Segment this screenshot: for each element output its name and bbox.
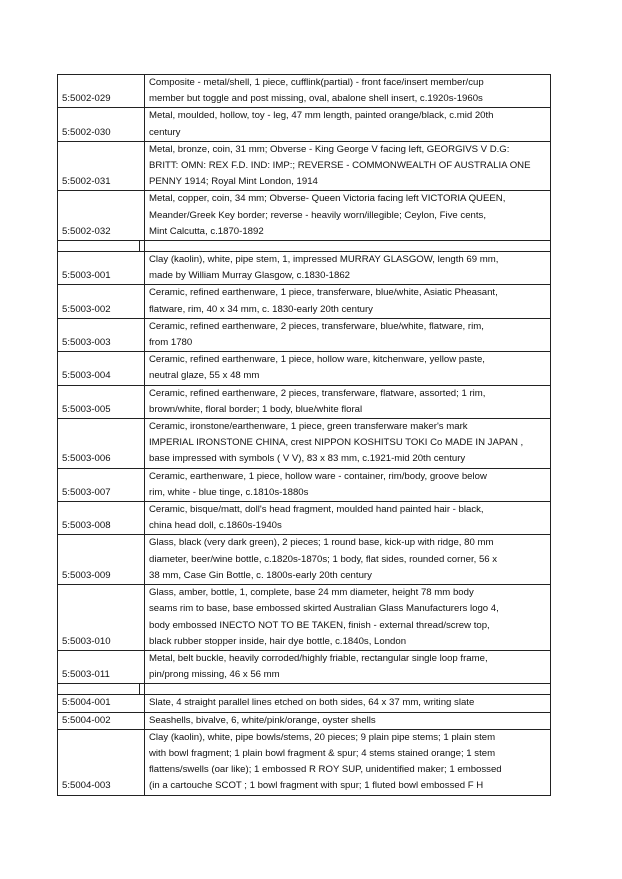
catalogue-id: 5:5003-011 (58, 650, 145, 683)
catalogue-id: 5:5003-003 (58, 318, 145, 351)
catalogue-row (58, 729, 551, 795)
description-line: Glass, amber, bottle, 1, complete, base 24 mm diameter, height 78 mm body (149, 587, 474, 599)
description-line: from 1780 (149, 337, 193, 349)
description-line: Ceramic, earthenware, 1 piece, hollow ware - container, rim/body, groove below (149, 470, 487, 482)
description-line: member but toggle and post missing, oval, abalone shell insert, c.1920s-1960s (149, 93, 483, 105)
description-line: Ceramic, ironstone/earthenware, 1 piece, green transferware maker's mark (149, 421, 468, 433)
catalogue-id: 5:5003-006 (58, 419, 145, 469)
description-line: Meander/Greek Key border; reverse - heavily worn/illegible; Ceylon, Five cents, (149, 209, 486, 221)
description-line: Ceramic, bisque/matt, doll's head fragment, moulded hand painted hair - black, (149, 504, 484, 516)
catalogue-description (145, 75, 551, 108)
description-line: Metal, belt buckle, heavily corroded/highly friable, rectangular single loop frame, (149, 652, 488, 664)
catalogue-description (145, 419, 551, 469)
catalogue-description (145, 141, 551, 191)
catalogue-id: 5:5002-031 (58, 141, 145, 191)
catalogue-row (58, 502, 551, 535)
description-line: Seashells, bivalve, 6, white/pink/orange, oyster shells (149, 714, 376, 726)
description-line: flattens/swells (oar like); 1 embossed R ROY SUP, unidentified maker; 1 embossed (149, 764, 502, 776)
catalogue-table (57, 74, 551, 796)
separator-row (58, 241, 551, 252)
description-line: diameter, beer/wine bottle, c.1820s-1870s; 1 body, flat sides, rounded corner, 56 x (149, 553, 498, 565)
catalogue-row (58, 712, 551, 729)
description-line: Ceramic, refined earthenware, 1 piece, hollow ware, kitchenware, yellow paste, (149, 354, 485, 366)
description-line: IMPERIAL IRONSTONE CHINA, crest NIPPON KOSHITSU TOKI Co MADE IN JAPAN , (149, 437, 524, 449)
catalogue-id: 5:5003-008 (58, 502, 145, 535)
separator-cell (58, 241, 140, 252)
description-line: Glass, black (very dark green), 2 pieces; 1 round base, kick-up with ridge, 80 mm (149, 537, 494, 549)
catalogue-description (145, 712, 551, 729)
description-line: flatware, rim, 40 x 34 mm, c. 1830-early 20th century (149, 303, 373, 315)
description-line: Slate, 4 straight parallel lines etched on both sides, 64 x 37 mm, writing slate (149, 697, 475, 709)
catalogue-row (58, 285, 551, 318)
catalogue-row (58, 318, 551, 351)
separator-row (58, 684, 551, 695)
catalogue-description (145, 352, 551, 385)
description-line: Metal, bronze, coin, 31 mm; Obverse - King George V facing left, GEORGIVS V D.G: (149, 143, 510, 155)
catalogue-id: 5:5002-032 (58, 191, 145, 241)
description-line: (in a cartouche SCOT ; 1 bowl fragment with spur; 1 fluted bowl embossed F H (149, 780, 484, 792)
catalogue-row (58, 352, 551, 385)
catalogue-row (58, 468, 551, 501)
catalogue-description (145, 468, 551, 501)
catalogue-row (58, 695, 551, 712)
separator-cell (145, 684, 551, 695)
catalogue-row (58, 252, 551, 285)
description-line: Clay (kaolin), white, pipe stem, 1, impressed MURRAY GLASGOW, length 69 mm, (149, 254, 499, 266)
catalogue-description (145, 285, 551, 318)
description-line: made by William Murray Glasgow, c.1830-1862 (149, 270, 351, 282)
catalogue-description (145, 385, 551, 418)
catalogue-description (145, 650, 551, 683)
separator-cell (145, 241, 551, 252)
catalogue-id: 5:5004-001 (58, 695, 145, 712)
catalogue-description (145, 502, 551, 535)
catalogue-description (145, 108, 551, 141)
description-line: base impressed with symbols ( V V), 83 x 83 mm, c.1921-mid 20th century (149, 453, 466, 465)
description-line: Mint Calcutta, c.1870-1892 (149, 225, 264, 237)
description-line: Metal, moulded, hollow, toy - leg, 47 mm length, painted orange/black, c.mid 20th (149, 110, 494, 122)
catalogue-row (58, 535, 551, 585)
description-line: 38 mm, Case Gin Bottle, c. 1800s-early 20th century (149, 569, 372, 581)
catalogue-row (58, 385, 551, 418)
catalogue-description (145, 252, 551, 285)
catalogue-row (58, 141, 551, 191)
description-line: seams rim to base, base embossed skirted Australian Glass Manufacturers logo 4, (149, 603, 499, 615)
catalogue-row (58, 191, 551, 241)
catalogue-id: 5:5003-002 (58, 285, 145, 318)
description-line: BRITT: OMN: REX F.D. IND: IMP:; REVERSE - COMMONWEALTH OF AUSTRALIA ONE (149, 160, 531, 172)
description-line: china head doll, c.1860s-1940s (149, 520, 282, 532)
catalogue-id: 5:5003-005 (58, 385, 145, 418)
catalogue-id: 5:5003-007 (58, 468, 145, 501)
catalogue-id: 5:5003-010 (58, 585, 145, 651)
description-line: Ceramic, refined earthenware, 2 pieces, transferware, blue/white, flatware, rim, (149, 320, 484, 332)
catalogue-description (145, 535, 551, 585)
catalogue-row (58, 585, 551, 651)
catalogue-id: 5:5002-030 (58, 108, 145, 141)
catalogue-description (145, 318, 551, 351)
description-line: black rubber stopper inside, hair dye bottle, c.1840s, London (149, 635, 407, 647)
catalogue-id: 5:5004-002 (58, 712, 145, 729)
description-line: Clay (kaolin), white, pipe bowls/stems, 20 pieces; 9 plain pipe stems; 1 plain stem (149, 731, 496, 743)
description-line: PENNY 1914; Royal Mint London, 1914 (149, 176, 318, 188)
description-line: Ceramic, refined earthenware, 1 piece, transferware, blue/white, Asiatic Pheasant, (149, 287, 498, 299)
description-line: rim, white - blue tinge, c.1810s-1880s (149, 486, 309, 498)
catalogue-description (145, 585, 551, 651)
separator-cell (58, 684, 140, 695)
description-line: with bowl fragment; 1 plain bowl fragment & spur; 4 stems stained orange; 1 stem (149, 747, 496, 759)
catalogue-description (145, 191, 551, 241)
description-line: Ceramic, refined earthenware, 2 pieces, transferware, flatware, assorted; 1 rim, (149, 387, 486, 399)
catalogue-id: 5:5004-003 (58, 729, 145, 795)
description-line: pin/prong missing, 46 x 56 mm (149, 669, 280, 681)
catalogue-row (58, 75, 551, 108)
catalogue-description (145, 695, 551, 712)
description-line: century (149, 126, 181, 138)
catalogue-id: 5:5003-001 (58, 252, 145, 285)
description-line: neutral glaze, 55 x 48 mm (149, 370, 260, 382)
catalogue-id: 5:5002-029 (58, 75, 145, 108)
catalogue-body (58, 75, 551, 796)
catalogue-row (58, 650, 551, 683)
catalogue-row (58, 419, 551, 469)
catalogue-id: 5:5003-004 (58, 352, 145, 385)
catalogue-id: 5:5003-009 (58, 535, 145, 585)
description-line: brown/white, floral border; 1 body, blue/white floral (149, 403, 363, 415)
description-line: Metal, copper, coin, 34 mm; Obverse- Queen Victoria facing left VICTORIA QUEEN, (149, 193, 506, 205)
catalogue-description (145, 729, 551, 795)
description-line: Composite - metal/shell, 1 piece, cufflink(partial) - front face/insert member/cup (149, 77, 484, 88)
catalogue-row (58, 108, 551, 141)
description-line: body embossed INECTO NOT TO BE TAKEN, finish - external thread/screw top, (149, 619, 490, 631)
